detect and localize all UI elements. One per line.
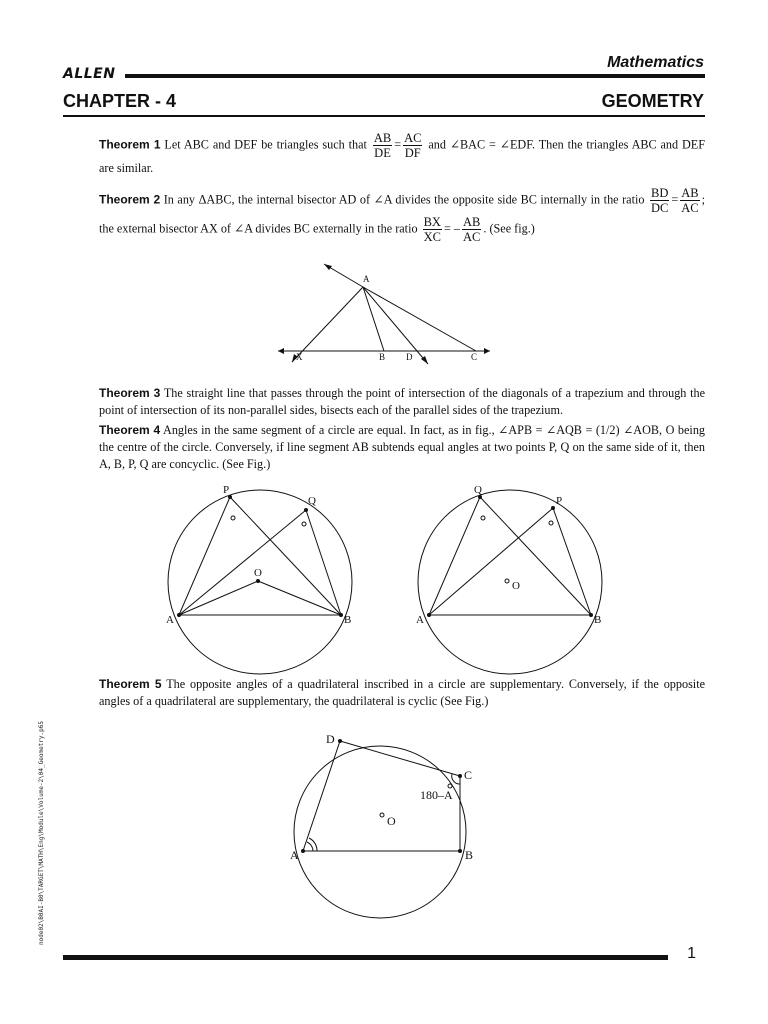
- point-b: [339, 613, 343, 617]
- angle-marker-p: [231, 516, 235, 520]
- theorem-3-text: The straight line that passes through the point of intersection of the diagonals of a trapezium and through the point of intersection of its non-parallel sides, bisects each of the parallel sides of the trapezium.: [99, 386, 705, 417]
- label-p: P: [223, 484, 230, 496]
- fraction-denominator: DC: [651, 201, 669, 215]
- fraction-numerator: BD: [651, 186, 669, 200]
- theorem-2-fraction-2: [680, 186, 699, 215]
- label-d: D: [406, 352, 413, 362]
- theorem-1: [99, 131, 705, 177]
- theorem-4-label: Theorem 4: [99, 423, 161, 437]
- equals-sign: =: [671, 192, 679, 207]
- fraction-numerator: BX: [423, 215, 441, 229]
- label-angle: 180–A: [420, 788, 453, 802]
- fraction-denominator: AC: [462, 230, 481, 244]
- label-a: A: [416, 614, 424, 626]
- fraction-numerator: AC: [404, 131, 422, 145]
- theorem-2-label: Theorem 2: [99, 192, 161, 207]
- header-rule-top: [125, 74, 705, 78]
- topic-title: GEOMETRY: [601, 91, 704, 111]
- circle: [418, 490, 602, 674]
- theorem-4-text: Angles in the same segment of a circle are equal. In fact, as in fig., ∠APB = ∠AQB = (1/2) ∠AOB, O being the centre of the circle. Conversely, if line segment AB subtends equal angles at two points P, Q on the same side of it, then A, B, P, Q are concyclic. (See Fig.): [99, 423, 706, 471]
- point-a: [427, 613, 431, 617]
- theorem-5-label: Theorem 5: [99, 677, 162, 691]
- theorem-2-text-a: In any ΔABC, the internal bisector AD of ∠A divides the opposite side BC internally in the ratio: [163, 192, 645, 207]
- chapter-title: CHAPTER - 4: [63, 91, 177, 111]
- point-p: [551, 506, 555, 510]
- figure-cyclic-quadrilateral: [285, 725, 485, 930]
- theorem-2-fraction-4: [462, 215, 481, 244]
- line-ad: [363, 287, 428, 364]
- theorem-1-fraction-2: [403, 131, 422, 160]
- label-a: A: [290, 848, 299, 862]
- equals-minus-sign: = –: [443, 221, 460, 236]
- theorem-1-text-b: and ∠BAC = ∠EDF. Then the triangles ABC and DEF are similar.: [99, 137, 706, 175]
- point-o: [256, 579, 260, 583]
- theorem-1-text-a: Let ABC and DEF be triangles such that: [164, 137, 367, 152]
- side-file-path-text: node02\B0AI-B0\TARGET\MATH\Eng\Module\Volume-2\04_Geometry.p65: [38, 721, 45, 945]
- label-q: Q: [474, 484, 482, 496]
- circle: [294, 746, 466, 918]
- line-qa: [179, 510, 306, 615]
- arrowhead-top: [324, 264, 332, 270]
- arrowhead-right: [484, 348, 490, 354]
- label-a: A: [166, 614, 174, 626]
- line-qb: [306, 510, 341, 615]
- label-o: O: [387, 814, 396, 828]
- point-b: [458, 849, 462, 853]
- label-p: P: [556, 495, 563, 507]
- theorem-5: [99, 676, 705, 710]
- line-oa: [179, 581, 258, 615]
- label-c: C: [471, 352, 478, 362]
- line-pb: [553, 508, 591, 615]
- equals-sign: =: [394, 137, 402, 152]
- label-b: B: [344, 614, 352, 626]
- line-pa: [179, 497, 230, 615]
- label-b: B: [594, 614, 602, 626]
- line-ob: [258, 581, 341, 615]
- label-d: D: [326, 732, 335, 746]
- point-d: [338, 739, 342, 743]
- theorem-2-fraction-3: [423, 215, 442, 244]
- figure-same-segment-right: [410, 480, 610, 680]
- point-q: [304, 508, 308, 512]
- point-c: [458, 774, 462, 778]
- line-ac: [363, 287, 476, 351]
- theorem-2-fraction-1: [650, 186, 669, 215]
- theorem-2-text-b: ; the external bisector AX of ∠A divides BC externally in the ratio: [99, 192, 706, 236]
- label-b: B: [379, 352, 386, 362]
- subject-title: Mathematics: [607, 54, 704, 71]
- theorem-5-text: The opposite angles of a quadrilateral inscribed in a circle are supplementary. Conversely, if the opposite angles of a quadrilateral are supplementary, the quadrilateral is cyclic (See Fig.): [99, 677, 705, 708]
- theorem-1-label: Theorem 1: [99, 137, 161, 152]
- fraction-numerator: AB: [373, 131, 392, 145]
- theorem-2-text-c: . (See fig.): [483, 221, 535, 236]
- line-pb: [230, 497, 341, 615]
- fraction-denominator: DE: [374, 146, 391, 160]
- fraction-numerator: AB: [681, 186, 699, 200]
- point-b: [589, 613, 593, 617]
- angle-marker-q: [302, 522, 306, 526]
- fraction-denominator: DF: [404, 146, 421, 160]
- label-b: B: [465, 848, 474, 862]
- figure-same-segment-left: [160, 480, 360, 680]
- theorem-1-fraction-1: [373, 131, 392, 160]
- allen-logo: ALLEN: [63, 66, 116, 82]
- fraction-denominator: AC: [681, 201, 699, 215]
- page-number: 1: [687, 945, 696, 962]
- theorem-2: [99, 186, 705, 244]
- header-rule-bottom: [63, 115, 705, 117]
- center-marker-o: [505, 579, 509, 583]
- angle-arc-a: [307, 842, 313, 851]
- label-a: A: [363, 274, 370, 284]
- line-qa: [429, 497, 480, 615]
- figure-angle-bisector: [270, 258, 500, 368]
- label-o: O: [512, 580, 520, 592]
- label-q: Q: [308, 495, 316, 507]
- point-a: [177, 613, 181, 617]
- theorem-3-label: Theorem 3: [99, 386, 161, 400]
- label-c: C: [464, 768, 473, 782]
- point-a: [301, 849, 305, 853]
- arrowhead-left: [278, 348, 284, 354]
- footer-rule: [63, 955, 668, 960]
- label-o: O: [254, 567, 262, 579]
- center-marker-o: [380, 813, 384, 817]
- line-pa: [429, 508, 553, 615]
- theorem-4: [99, 422, 705, 473]
- label-x: X: [296, 352, 303, 362]
- angle-marker-p: [549, 521, 553, 525]
- theorem-3: [99, 385, 705, 419]
- fraction-numerator: AB: [462, 215, 481, 229]
- fraction-denominator: XC: [423, 230, 441, 244]
- angle-marker-q: [481, 516, 485, 520]
